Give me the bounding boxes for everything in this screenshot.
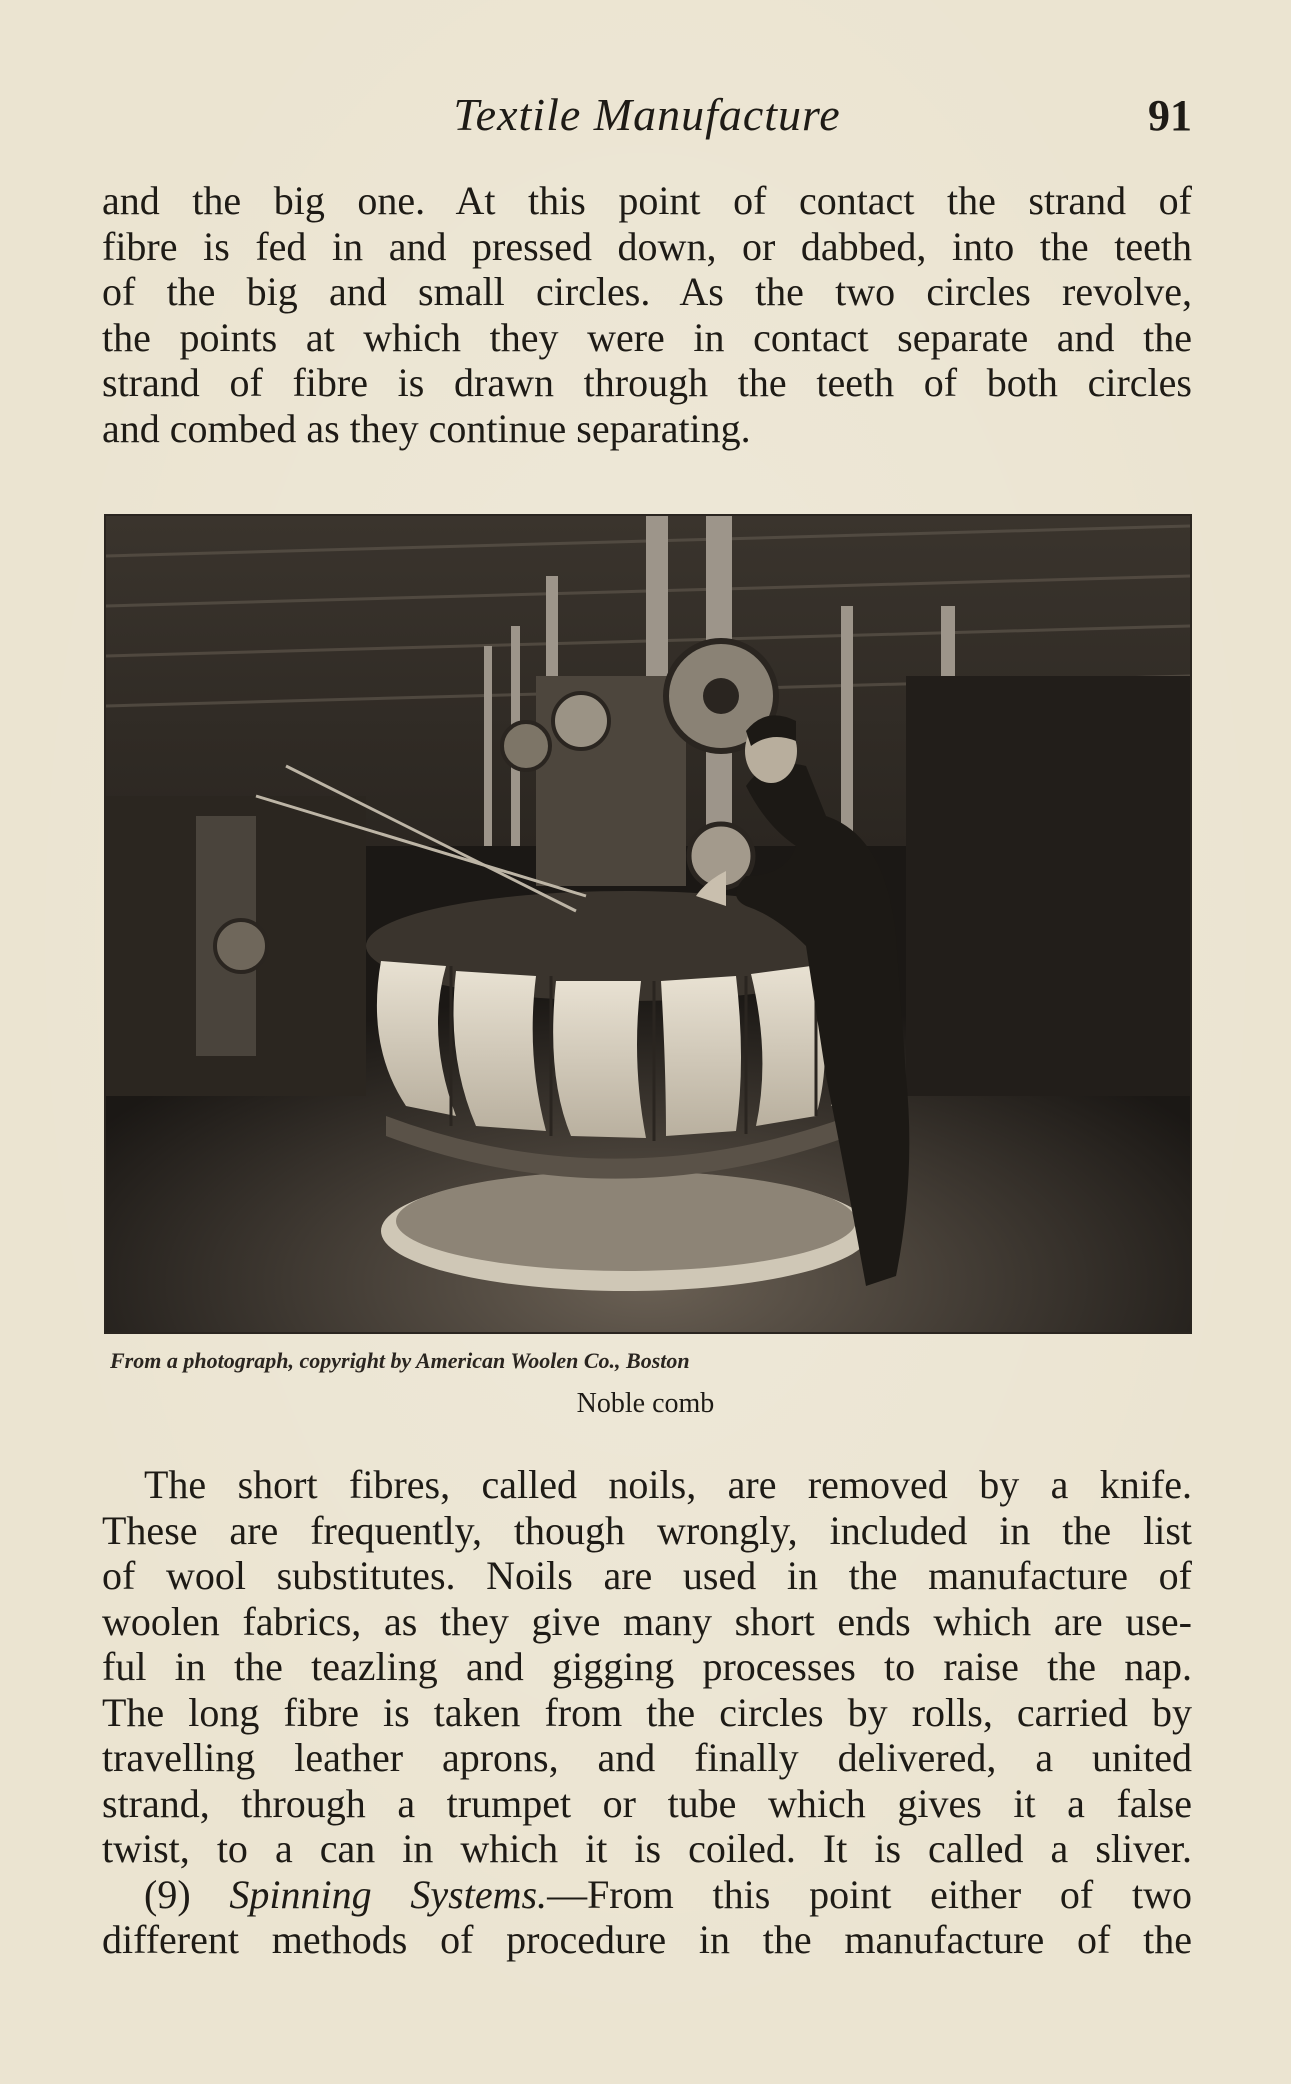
text-line: travelling leather aprons, and finally delivered, a united [102, 1735, 1192, 1780]
text-line: and combed as they continue separating. [102, 405, 751, 451]
text-line: fibre is fed in and pressed down, or dabbed, into the teeth [102, 223, 1192, 269]
text-line: ful in the teazling and gigging processes to raise the nap. [102, 1644, 1192, 1689]
text-line: The short fibres, called noils, are removed by a knife. [144, 1462, 1192, 1507]
text-line: of wool substitutes. Noils are used in the manufacture of [102, 1553, 1192, 1598]
section-heading-line [102, 1872, 1192, 1918]
text-line: strand, through a trumpet or tube which gives it a false [102, 1780, 1192, 1826]
text-line: of the big and small circles. As the two circles revolve, [102, 269, 1192, 314]
text-line: different methods of procedure in the manufacture of the [102, 1917, 1192, 1962]
section-text: —From this point either of two [547, 1871, 1192, 1917]
section-number: (9) [144, 1871, 191, 1917]
page-header [100, 88, 1194, 144]
running-head: Textile Manufacture [453, 89, 841, 140]
figure-caption: Noble comb [576, 1388, 715, 1419]
noble-comb-photograph [104, 514, 1192, 1334]
text-line: strand of fibre is drawn through the teeth of both circles [102, 360, 1192, 405]
text-line: woolen fabrics, as they give many short ends which are use- [102, 1598, 1192, 1644]
text-line: The long fibre is taken from the circles by rolls, carried by [102, 1689, 1192, 1735]
text-line: the points at which they were in contact separate and the [102, 314, 1192, 360]
photo-credit: From a photograph, copyright by American Woolen Co., Boston [110, 1348, 690, 1373]
photograph-illustration [106, 516, 1190, 1332]
text-line: and the big one. At this point of contact the strand of [102, 178, 1192, 223]
paragraph-bottom [102, 1462, 1192, 1963]
page-number: 91 [1148, 91, 1192, 140]
section-title: Spinning Systems. [229, 1871, 548, 1917]
text-line: These are frequently, though wrongly, included in the list [102, 1507, 1192, 1553]
paragraph-top [102, 178, 1192, 451]
text-line: twist, to a can in which it is coiled. It is called a sliver. [102, 1826, 1192, 1871]
